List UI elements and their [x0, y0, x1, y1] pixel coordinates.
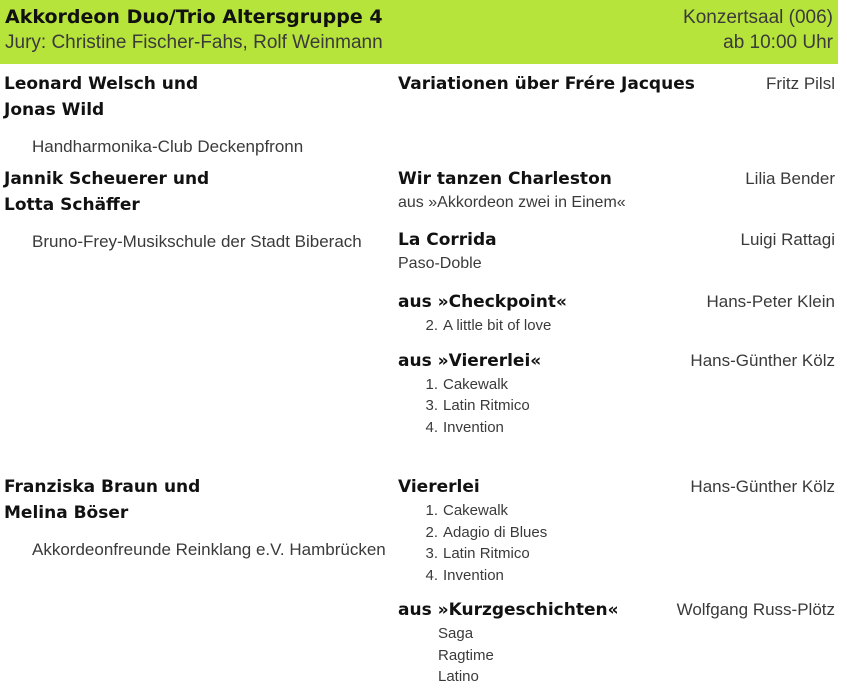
- movement-item: 2. A little bit of love: [425, 317, 552, 334]
- performer-name: Melina Böser: [4, 503, 129, 523]
- piece: [398, 474, 835, 586]
- performer-names: [4, 474, 398, 526]
- movement-item: 3. Latin Ritmico: [425, 545, 530, 562]
- program-entry: [0, 71, 838, 158]
- piece-title: aus »Kurzgeschichten«: [398, 600, 619, 620]
- movement-item: 2. Adagio di Blues: [425, 523, 548, 541]
- composer-name: Wolfgang Russ-Plötz: [676, 600, 835, 619]
- school-name: Akkordeonfreunde Reinklang e.V. Hambrücken: [32, 540, 386, 559]
- performer-name: Jonas Wild: [4, 100, 105, 120]
- piece: [398, 227, 835, 275]
- movement-item: 4. Invention: [425, 566, 504, 584]
- piece-subtitle: aus »Akkordeon zwei in Einem«: [398, 194, 626, 211]
- category-title: Akkordeon Duo/Trio Altersgruppe 4: [5, 6, 383, 28]
- piece-subtitle: Paso-Doble: [398, 255, 482, 272]
- jury-label: Jury: Christine Fischer-Fahs, Rolf Weinmann: [5, 32, 383, 53]
- movement-item: 4. Invention: [425, 418, 504, 436]
- program-list: [0, 64, 838, 699]
- composer-name: Hans-Günther Kölz: [690, 477, 835, 496]
- piece-title: Wir tanzen Charleston: [398, 169, 612, 189]
- piece-title: Viererlei: [398, 477, 480, 497]
- performer-names: [4, 71, 398, 123]
- section-header: [0, 0, 838, 64]
- performer-name: Franziska Braun und: [4, 477, 201, 497]
- program-entry: [0, 474, 838, 688]
- piece: [398, 597, 835, 688]
- piece: [398, 166, 835, 214]
- composer-name: Lilia Bender: [745, 169, 835, 188]
- room-label: Konzertsaal (006): [683, 7, 833, 28]
- start-time: ab 10:00 Uhr: [723, 32, 833, 53]
- movement-item: Ragtime: [438, 646, 494, 664]
- piece: [398, 71, 835, 97]
- piece-title: La Corrida: [398, 230, 497, 250]
- piece-title: aus »Checkpoint«: [398, 292, 567, 312]
- piece: [398, 348, 835, 439]
- composer-name: Fritz Pilsl: [766, 74, 835, 93]
- composer-name: Hans-Günther Kölz: [690, 350, 835, 370]
- movement-item: 3. Latin Ritmico: [425, 397, 530, 414]
- school-name: Handharmonika-Club Deckenpfronn: [32, 137, 304, 156]
- movement-item: 1. Cakewalk: [425, 375, 509, 393]
- performer-name: Jannik Scheuerer und: [4, 169, 210, 189]
- composer-name: Hans-Peter Klein: [706, 292, 835, 311]
- composer-name: Luigi Rattagi: [740, 230, 835, 249]
- movement-item: Latino: [438, 668, 479, 685]
- performer-name: Leonard Welsch und: [4, 74, 199, 94]
- piece: [398, 289, 835, 337]
- performer-name: Lotta Schäffer: [4, 195, 140, 215]
- piece-title: aus »Viererlei«: [398, 350, 542, 371]
- program-entry: [0, 166, 838, 438]
- movement-item: Saga: [438, 625, 474, 642]
- piece-title: Variationen über Frére Jacques: [398, 74, 695, 94]
- school-name: Bruno-Frey-Musikschule der Stadt Biberach: [32, 232, 362, 251]
- movement-item: 1. Cakewalk: [425, 502, 509, 519]
- performer-names: [4, 166, 398, 218]
